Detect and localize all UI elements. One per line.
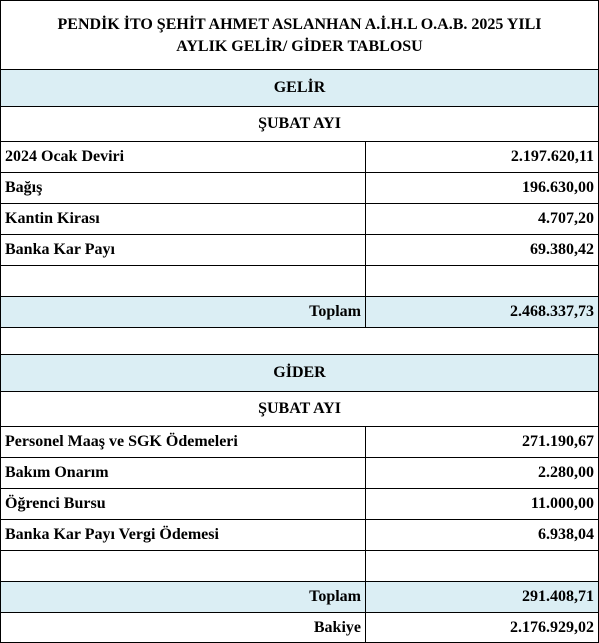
income-row-label: Kantin Kirası <box>1 204 366 235</box>
income-row-value: 4.707,20 <box>366 204 599 235</box>
empty-cell <box>366 551 599 582</box>
income-empty-row <box>1 266 599 297</box>
income-row-value: 2.197.620,11 <box>366 142 599 173</box>
balance-value: 2.176.929,02 <box>366 613 599 643</box>
empty-cell <box>366 266 599 297</box>
expense-row <box>1 458 599 489</box>
income-month: ŞUBAT AYI <box>1 107 599 142</box>
income-row-label: 2024 Ocak Deviri <box>1 142 366 173</box>
expense-month-row <box>1 392 599 427</box>
income-row-value: 196.630,00 <box>366 173 599 204</box>
expense-row-value: 271.190,67 <box>366 427 599 458</box>
income-month-row <box>1 107 599 142</box>
empty-cell <box>1 328 599 355</box>
expense-row-value: 2.280,00 <box>366 458 599 489</box>
expense-row-label: Banka Kar Payı Vergi Ödemesi <box>1 520 366 551</box>
income-row <box>1 173 599 204</box>
income-row-label: Banka Kar Payı <box>1 235 366 266</box>
income-row-value: 69.380,42 <box>366 235 599 266</box>
title-line-1: PENDİK İTO ŞEHİT AHMET ASLANHAN A.İ.H.L O.A.B. 2025 YILI <box>57 16 542 33</box>
income-header-row <box>1 70 599 107</box>
expense-row-value: 11.000,00 <box>366 489 599 520</box>
title-row <box>1 1 599 70</box>
expense-row-label: Personel Maaş ve SGK Ödemeleri <box>1 427 366 458</box>
expense-total-label: Toplam <box>1 582 366 613</box>
title-line-2: AYLIK GELİR/ GİDER TABLOSU <box>176 38 423 55</box>
income-row <box>1 235 599 266</box>
expense-row-value: 6.938,04 <box>366 520 599 551</box>
expense-total-value: 291.408,71 <box>366 582 599 613</box>
expense-row-label: Bakım Onarım <box>1 458 366 489</box>
expense-header-row <box>1 355 599 392</box>
empty-cell <box>1 266 366 297</box>
expense-header: GİDER <box>1 355 599 392</box>
income-total-row <box>1 297 599 328</box>
section-gap-row <box>1 328 599 355</box>
expense-empty-row <box>1 551 599 582</box>
income-row <box>1 142 599 173</box>
expense-month: ŞUBAT AYI <box>1 392 599 427</box>
income-total-value: 2.468.337,73 <box>366 297 599 328</box>
table-title <box>1 1 599 70</box>
income-total-label: Toplam <box>1 297 366 328</box>
empty-cell <box>1 551 366 582</box>
expense-row-label: Öğrenci Bursu <box>1 489 366 520</box>
balance-label: Bakiye <box>1 613 366 643</box>
expense-total-row <box>1 582 599 613</box>
income-row-label: Bağış <box>1 173 366 204</box>
balance-row <box>1 613 599 643</box>
expense-row <box>1 489 599 520</box>
expense-row <box>1 520 599 551</box>
income-row <box>1 204 599 235</box>
expense-row <box>1 427 599 458</box>
income-header: GELİR <box>1 70 599 107</box>
